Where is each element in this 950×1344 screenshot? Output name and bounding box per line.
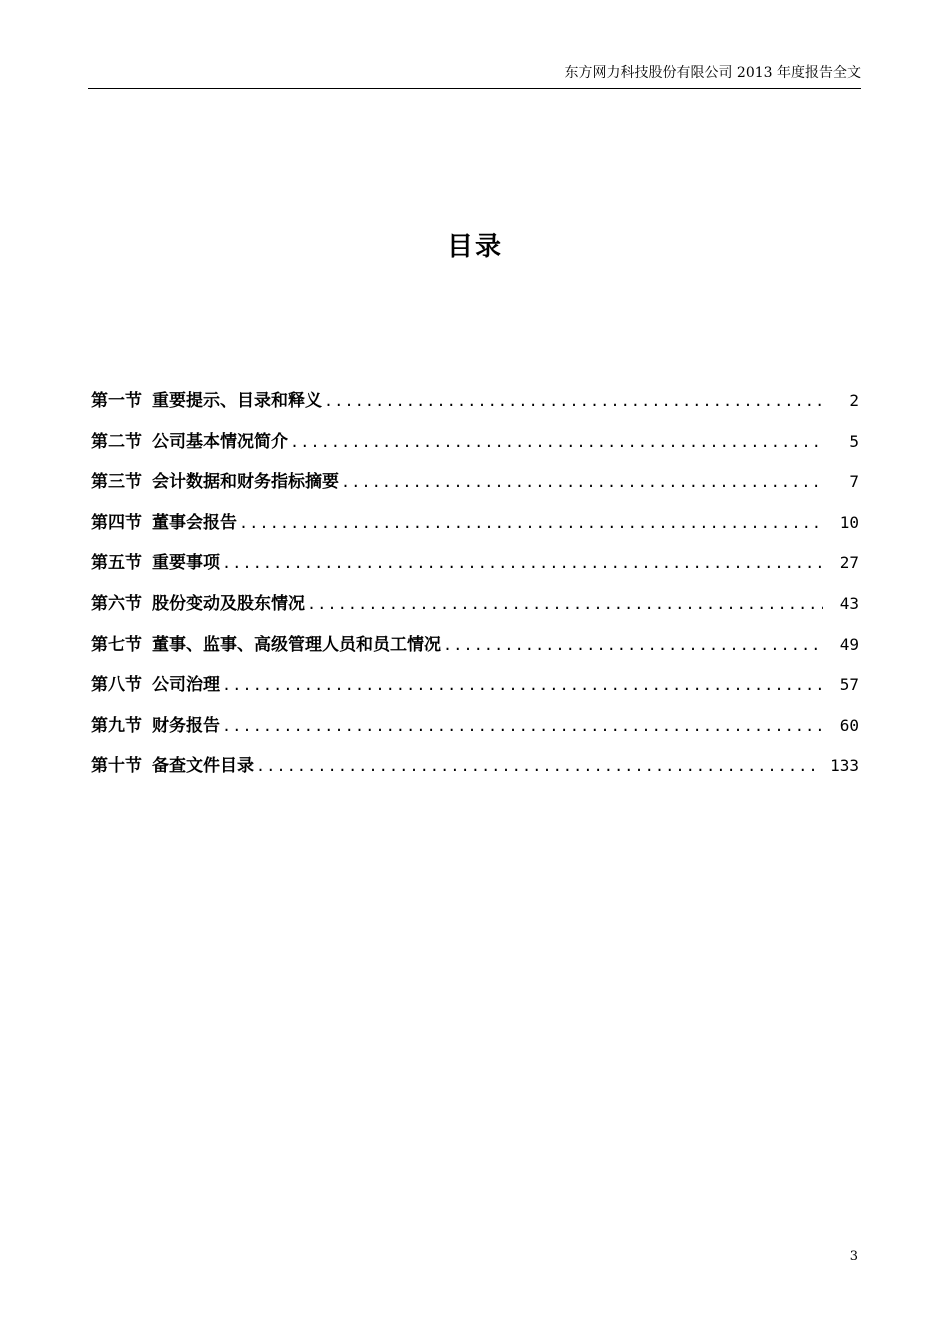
toc-page-number: 7 [849,472,859,492]
running-header-title: 东方网力科技股份有限公司 2013 年度报告全文 [564,65,861,81]
toc-dot-leader [324,392,823,410]
toc-section-name: 公司基本情况简介 [152,431,288,452]
toc-entry-2[interactable] [91,427,859,468]
toc-dot-leader [239,514,823,532]
running-header [88,62,861,89]
toc-dot-leader [256,757,822,775]
toc-section-label: 第七节 [91,634,142,655]
toc-section-name: 会计数据和财务指标摘要 [152,472,339,493]
toc-page-number: 57 [839,675,859,695]
toc-dot-leader [290,433,823,451]
toc-page-number: 10 [839,512,859,532]
toc-entry-8[interactable] [91,670,859,711]
toc-entry-3[interactable] [91,467,859,508]
toc-dot-leader [222,717,823,735]
toc-section-name: 董事、监事、高级管理人员和员工情况 [152,634,441,655]
toc-dot-leader [341,473,823,491]
toc-title: 目录 [446,232,503,262]
toc-list [91,386,859,792]
toc-entry-10[interactable] [91,751,859,792]
toc-entry-6[interactable] [91,589,859,630]
toc-entry-4[interactable] [91,508,859,549]
toc-dot-leader [222,554,823,572]
toc-section-label: 第四节 [91,512,142,533]
toc-page-number: 60 [839,715,859,735]
toc-page-number: 2 [849,391,859,410]
toc-section-name: 公司治理 [152,675,220,696]
page-number: 3 [849,1249,858,1264]
toc-page-number: 5 [849,431,859,451]
toc-section-name: 重要事项 [152,553,220,574]
toc-section-label: 第二节 [91,431,142,452]
toc-section-label: 第三节 [91,472,142,493]
toc-section-label: 第十节 [91,756,142,777]
toc-entry-1[interactable] [91,386,859,427]
toc-section-name: 财务报告 [152,715,220,736]
toc-page-number: 27 [839,553,859,573]
toc-section-label: 第六节 [91,593,142,614]
toc-dot-leader [307,595,823,613]
toc-entry-7[interactable] [91,630,859,671]
toc-page-number: 43 [839,593,859,613]
toc-section-name: 董事会报告 [152,512,237,533]
toc-section-name: 股份变动及股东情况 [152,593,305,614]
toc-section-label: 第一节 [91,391,142,411]
toc-dot-leader [443,636,823,654]
toc-section-label: 第八节 [91,675,142,696]
toc-section-name: 重要提示、目录和释义 [152,391,322,411]
toc-entry-5[interactable] [91,548,859,589]
toc-entry-9[interactable] [91,711,859,752]
toc-page-number: 133 [830,756,859,776]
toc-section-label: 第五节 [91,553,142,574]
toc-section-name: 备查文件目录 [152,756,254,777]
toc-section-label: 第九节 [91,715,142,736]
toc-dot-leader [222,676,823,694]
toc-page-number: 49 [839,634,859,654]
